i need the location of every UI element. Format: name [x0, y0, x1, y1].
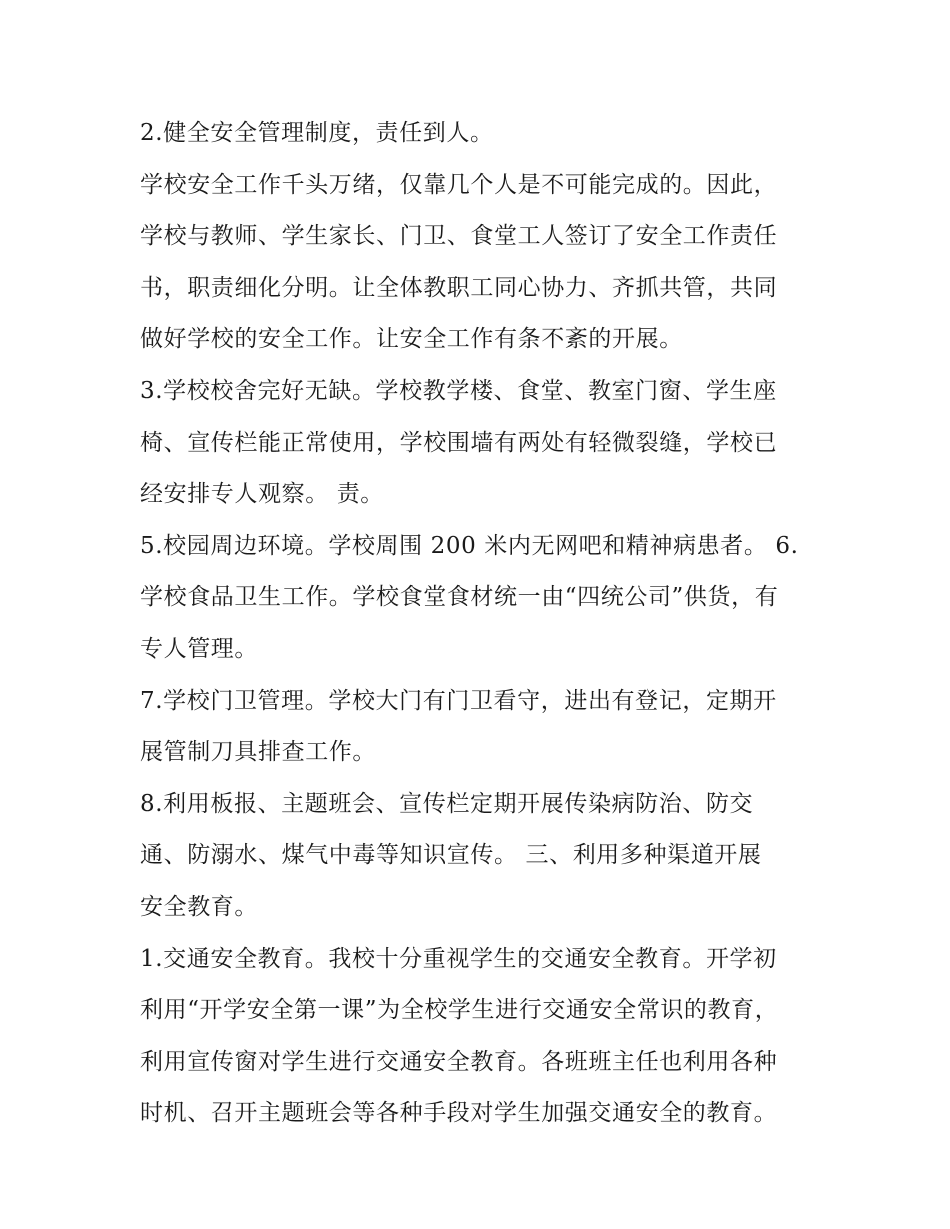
text-line: 通、防溺水、煤气中毒等知识宣传。 三、利用多种渠道开展 — [140, 842, 762, 869]
text-line: 8.利用板报、主题班会、宣传栏定期开展传染病防治、防交 — [140, 790, 754, 817]
text-line: 利用宣传窗对学生进行交通安全教育。各班班主任也利用各种 — [140, 1048, 778, 1075]
text-line: 专人管理。 — [140, 635, 258, 662]
text-line: 书，职责细化分明。让全体教职工同心协力、齐抓共管，共同 — [140, 274, 778, 301]
text-line: 1.交通安全教育。我校十分重视学生的交通安全教育。开学初 — [140, 945, 777, 972]
text-line: 学校安全工作千头万绪，仅靠几个人是不可能完成的。因此， — [140, 171, 778, 198]
document-body — [140, 108, 820, 1140]
text-line: 做好学校的安全工作。让安全工作有条不紊的开展。 — [140, 326, 683, 353]
text-line: 安全教育。 — [140, 893, 258, 920]
text-line: 学校与教师、学生家长、门卫、食堂工人签订了安全工作责任 — [140, 223, 778, 250]
text-line: 展管制刀具排查工作。 — [140, 739, 376, 766]
text-line: 经安排专人观察。 责。 — [140, 481, 384, 508]
text-line: 椅、宣传栏能正常使用，学校围墙有两处有轻微裂缝，学校已 — [140, 429, 778, 456]
text-line: 2.健全安全管理制度，责任到人。 — [140, 120, 494, 146]
text-line: 7.学校门卫管理。学校大门有门卫看守，进出有登记，定期开 — [140, 687, 777, 714]
text-line: 学校食品卫生工作。学校食堂食材统一由“四统公司”供货，有 — [140, 584, 779, 611]
text-line: 时机、召开主题班会等各种手段对学生加强交通安全的教育。 — [140, 1100, 778, 1127]
text-line: 3.学校校舍完好无缺。学校教学楼、食堂、教室门窗、学生座 — [140, 377, 777, 404]
text-line: 利用“开学安全第一课”为全校学生进行交通安全常识的教育， — [140, 997, 779, 1024]
text-line: 5.校园周边环境。学校周围 200 米内无网吧和精神病患者。 6. — [140, 532, 799, 559]
